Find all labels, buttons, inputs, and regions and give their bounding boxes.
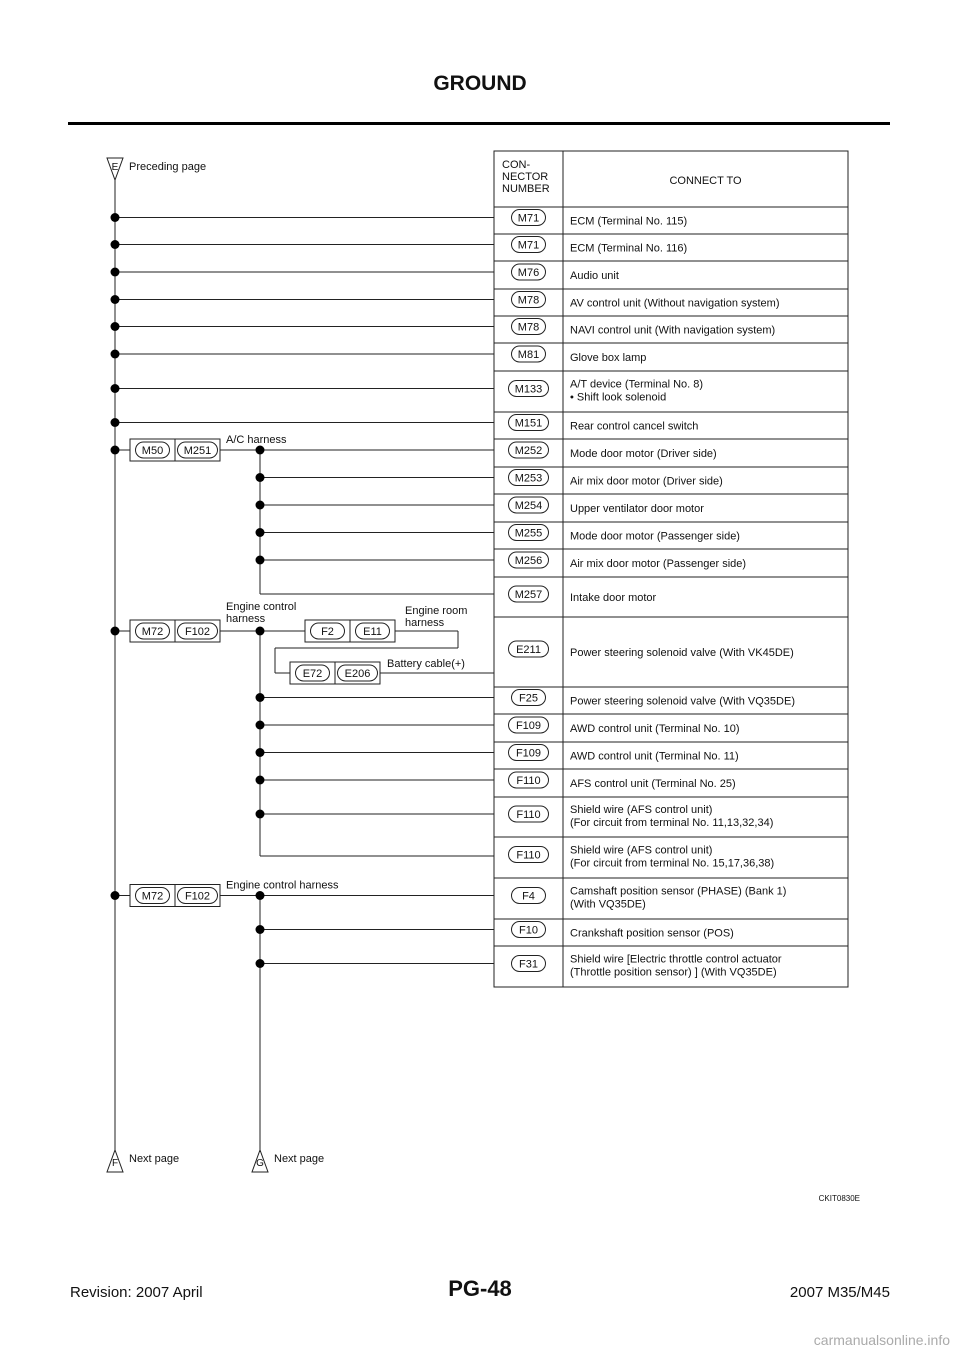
connector-label: M254 — [514, 500, 543, 512]
connector-label: F2 — [321, 626, 334, 638]
splice-dot — [111, 350, 120, 359]
splice-dot — [256, 693, 265, 702]
row-description: Intake door motor — [570, 592, 657, 604]
row-description: ECM (Terminal No. 116) — [570, 242, 688, 255]
splice-dot — [256, 473, 265, 482]
splice-dot — [256, 501, 265, 510]
row-description: Audio unit — [570, 270, 619, 282]
connector-label: F110 — [516, 849, 541, 862]
page-link-letter: F — [111, 1158, 119, 1169]
row-description: Glove box lamp — [570, 352, 647, 364]
row-description: NAVI control unit (With navigation system) — [570, 324, 776, 337]
connector-label: F4 — [522, 890, 535, 903]
row-description: Shield wire (AFS control unit) (For circuit from terminal No. 11,13,32,34) — [570, 804, 774, 829]
page-number: PG-48 — [448, 1276, 512, 1301]
connector-label: M72 — [141, 626, 164, 638]
splice-dot — [111, 891, 120, 900]
connector-label: M253 — [514, 472, 543, 485]
row-description: AV control unit (Without navigation system) — [570, 297, 780, 310]
connector-label: E211 — [516, 644, 541, 656]
connector-label: M252 — [514, 445, 543, 457]
row-description: Camshaft position sensor (PHASE) (Bank 1) (With VQ35DE) — [570, 885, 787, 911]
connector-label: M251 — [183, 445, 212, 457]
header-connect-to: CONNECT TO — [669, 175, 742, 187]
connector-label: F31 — [519, 958, 538, 971]
row-description: Power steering solenoid valve (With VQ35DE) — [570, 695, 795, 708]
connector-label: M72 — [141, 890, 164, 903]
connector-label: E206 — [344, 668, 371, 680]
connector-label: F102 — [184, 626, 211, 638]
connector-label: M133 — [514, 383, 543, 396]
page-link-letter: E — [111, 162, 119, 173]
revision-text: Revision: 2007 April — [70, 1284, 203, 1301]
splice-dot — [111, 240, 120, 249]
page-link-letter: G — [256, 1158, 264, 1169]
row-description: Upper ventilator door motor — [570, 503, 704, 515]
row-description: Rear control cancel switch — [570, 420, 699, 433]
splice-dot — [111, 268, 120, 277]
row-description: A/T device (Terminal No. 8) • Shift look solenoid — [570, 378, 704, 404]
connector-label: F109 — [515, 720, 542, 732]
splice-dot — [256, 776, 265, 785]
connector-label: F110 — [516, 809, 541, 821]
connector-label: F110 — [516, 775, 541, 787]
model-text: 2007 M35/M45 — [789, 1284, 890, 1301]
harness-label-engine-2: Engine control harness — [226, 879, 339, 892]
connector-label: F25 — [519, 692, 538, 705]
page-link-label: Preceding page — [129, 161, 207, 173]
connector-label: M256 — [514, 555, 543, 567]
splice-dot — [111, 384, 120, 393]
connector-label: F102 — [184, 890, 211, 903]
connector-label: M78 — [517, 294, 540, 307]
connector-label: M71 — [517, 239, 540, 252]
connector-label: F10 — [519, 924, 538, 937]
connector-label: E11 — [363, 626, 382, 638]
harness-label-battery: Battery cable(+) — [387, 658, 465, 670]
row-description: Mode door motor (Passenger side) — [570, 530, 740, 543]
connector-label: M255 — [514, 527, 543, 540]
splice-dot — [111, 295, 120, 304]
connector-label: M76 — [517, 267, 540, 279]
splice-dot — [256, 748, 265, 757]
splice-dot — [111, 213, 120, 222]
connector-label: F109 — [515, 747, 542, 760]
row-description: Air mix door motor (Passenger side) — [570, 558, 747, 570]
splice-dot — [256, 810, 265, 819]
splice-dot — [256, 446, 265, 455]
harness-label-room: Engine room harness — [405, 605, 468, 629]
page-link-label: Next page — [129, 1153, 180, 1165]
connector-label: M257 — [514, 589, 543, 601]
splice-dot — [111, 418, 120, 427]
page-link-label: Next page — [274, 1153, 325, 1165]
row-description: Shield wire [Electric throttle control actuator (Throttle position sensor) ] (With VQ35DE) — [570, 953, 782, 979]
row-description: Mode door motor (Driver side) — [570, 448, 717, 460]
header-connector-number: CON-NECTOR NUMBER — [502, 159, 550, 195]
watermark: carmanualsonline.info — [813, 1332, 950, 1348]
connector-label: E72 — [302, 668, 323, 680]
connector-label: M78 — [517, 321, 540, 334]
row-description: AWD control unit (Terminal No. 10) — [570, 723, 740, 735]
row-description: AFS control unit (Terminal No. 25) — [570, 778, 736, 790]
row-description: Air mix door motor (Driver side) — [570, 475, 723, 488]
row-description: Power steering solenoid valve (With VK45DE) — [570, 647, 794, 659]
splice-dot — [111, 446, 120, 455]
harness-label-engine: Engine control harness — [226, 601, 297, 625]
splice-dot — [256, 721, 265, 730]
row-description: Shield wire (AFS control unit) (For circuit from terminal No. 15,17,36,38) — [570, 844, 775, 870]
splice-dot — [256, 627, 265, 636]
connector-label: M81 — [517, 349, 540, 361]
splice-dot — [256, 925, 265, 934]
splice-dot — [256, 959, 265, 968]
connector-label: M71 — [517, 212, 540, 225]
splice-dot — [256, 891, 265, 900]
page-title: GROUND — [433, 72, 527, 95]
splice-dot — [111, 627, 120, 636]
figure-code: CKIT0830E — [818, 1194, 860, 1203]
harness-label-ac: A/C harness — [226, 434, 287, 446]
row-description: Crankshaft position sensor (POS) — [570, 927, 734, 940]
splice-dot — [111, 322, 120, 331]
row-description: ECM (Terminal No. 115) — [570, 215, 688, 228]
splice-dot — [256, 556, 265, 565]
splice-dot — [256, 528, 265, 537]
connector-label: M151 — [514, 417, 543, 430]
connector-label: M50 — [141, 445, 164, 457]
row-description: AWD control unit (Terminal No. 11) — [570, 750, 739, 763]
